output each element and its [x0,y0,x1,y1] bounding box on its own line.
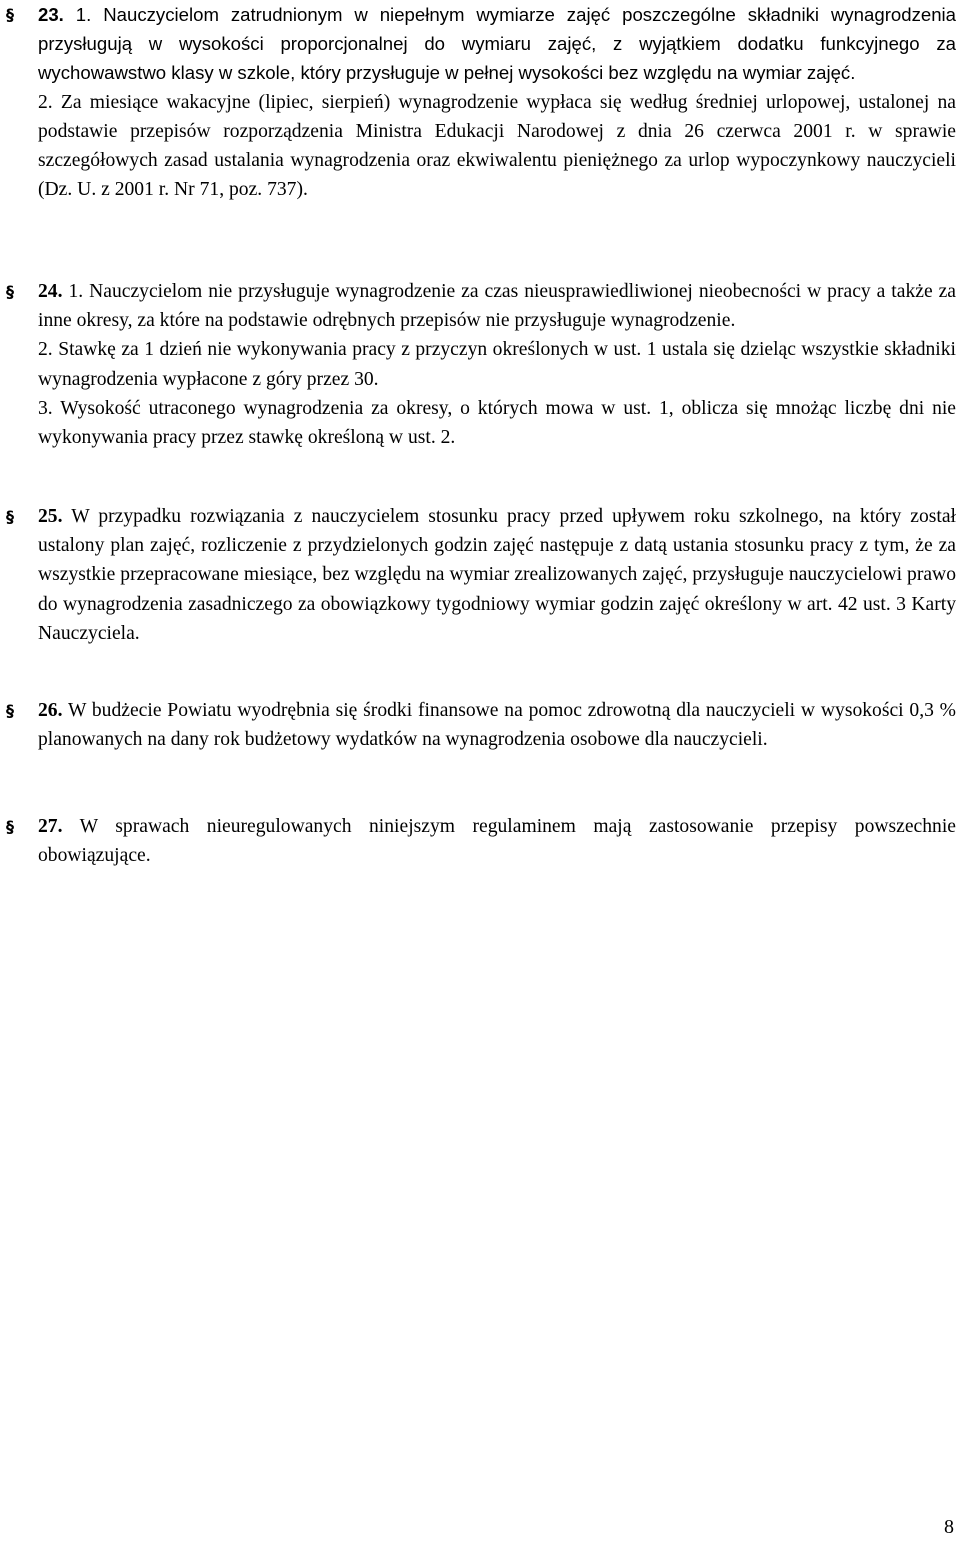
paragraph-number: 25. [38,506,63,527]
item-text: Stawkę za 1 dzień nie wykonywania pracy z przyczyn określonych w ust. 1 ustala się dzieląc wszystkie składniki wynagrodzenia wypłacone z góry przez 30. [38,339,956,390]
paragraph-25-text [38,502,956,648]
paragraph-26 [0,696,958,754]
paragraph-26-text [38,696,956,754]
item-label: 3. [38,397,53,419]
item-label: 1. [68,281,84,302]
paragraph-24-item-3 [38,394,956,452]
item-text: Za miesiące wakacyjne (lipiec, sierpień) wynagrodzenie wypłaca się według średniej urlopowej, ustalonej na podstawie przepisów rozporządzenia Ministra Edukacji Narodowej z dnia 26 czerwca 2001 r. w sprawie szczegółowych zasad ustalania wynagrodzenia oraz ekwiwalentu pieniężnego za urlop wypoczynkowy nauczycieli (Dz. U. z 2001 r. Nr 71, poz. 737). [38,91,956,201]
paragraph-number: 23. [38,4,64,25]
paragraph-number: 24. [38,281,63,302]
paragraph-number: 26. [38,700,63,721]
item-text: Nauczycielom zatrudnionym w niepełnym wymiarze zajęć poszczególne składniki wynagrodzenia przysługują w wysokości proporcjonalnej do wymiaru zajęć, z wyjątkiem dodatku funkcyjnego za wychowawstwo klasy w szkole, który przysługuje w pełnej wysokości bez względu na wymiar zajęć. [38,4,957,84]
section-symbol: § [6,282,14,301]
item-text: Nauczycielom nie przysługuje wynagrodzenie za czas nieusprawiedliwionej nieobecności w pracy a także za inne okresy, za które na podstawie odrębnych przepisów nie przysługuje wynagrodzenie. [38,281,956,332]
paragraph-24 [0,277,958,452]
section-symbol: § [6,817,14,836]
paragraph-text: W sprawach nieuregulowanych niniejszym regulaminem mają zastosowanie przepisy powszechnie obowiązujące. [38,816,956,867]
paragraph-23-item-1 [38,0,956,88]
section-symbol: § [6,5,14,24]
paragraph-27 [0,812,958,870]
paragraph-25 [0,502,958,648]
section-symbol: § [6,507,14,526]
paragraph-24-item-2 [38,335,956,393]
paragraph-text: W przypadku rozwiązania z nauczycielem stosunku pracy przed upływem roku szkolnego, na który został ustalony plan zajęć, rozliczenie z przydzielonych godzin zajęć następuje z datą ustania stosunku pracy z tym, że za wszystkie przepracowane miesiące, bez względu na wymiar zrealizowanych zajęć, przysługuje nauczycielowi prawo do wynagrodzenia zasadniczego za obowiązkowy tygodniowy wymiar godzin zajęć określony w art. 42 ust. 3 Karty Nauczyciela. [38,506,956,644]
item-label: 2. [38,339,53,361]
paragraph-27-text [38,812,956,870]
page-number: 8 [944,1516,954,1538]
section-symbol: § [6,701,14,720]
paragraph-23 [0,0,958,204]
item-label: 1. [75,4,92,25]
item-label: 2. [38,91,53,113]
item-text: Wysokość utraconego wynagrodzenia za okresy, o których mowa w ust. 1, oblicza się mnożąc liczbę dni nie wykonywania pracy przez stawkę określoną w ust. 2. [38,397,957,449]
paragraph-24-item-1 [38,277,956,335]
paragraph-text: W budżecie Powiatu wyodrębnia się środki finansowe na pomoc zdrowotną dla nauczycieli w wysokości 0,3 % planowanych na dany rok budżetowy wydatków na wynagrodzenia osobowe dla nauczycieli. [38,700,957,751]
paragraph-23-item-2 [38,88,956,205]
paragraph-number: 27. [38,816,63,837]
